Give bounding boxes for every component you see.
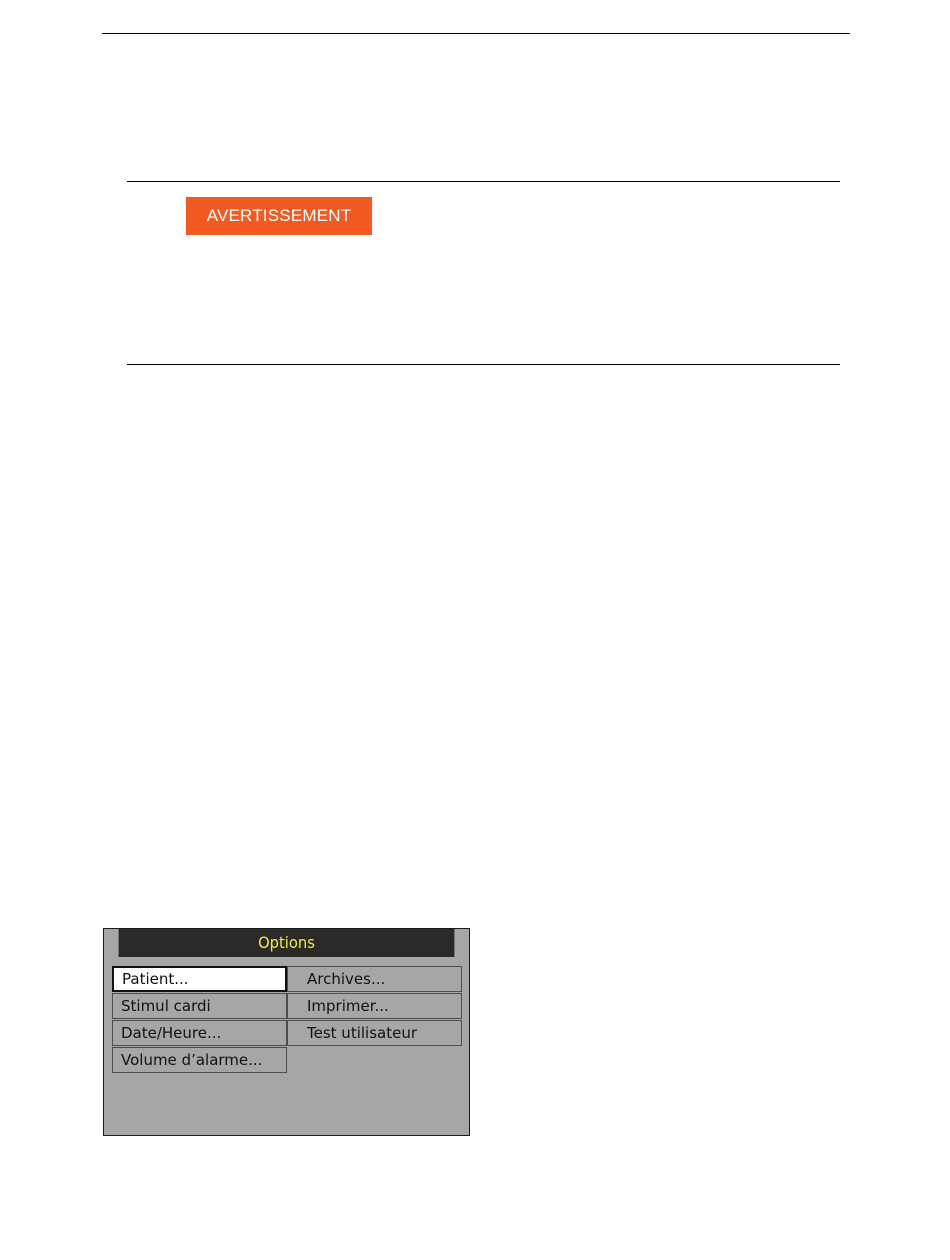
- warning-badge: AVERTISSEMENT: [186, 197, 372, 235]
- warning-bottom-rule: [127, 364, 840, 365]
- menu-item-imprimer[interactable]: Imprimer...: [287, 993, 462, 1019]
- menu-item-stimul-cardi[interactable]: Stimul cardi: [112, 993, 287, 1019]
- menu-item-volume-alarme[interactable]: Volume d’alarme...: [112, 1047, 287, 1073]
- options-menu-title: Options: [119, 929, 455, 957]
- options-menu-panel: [103, 928, 470, 1136]
- menu-item-test-utilisateur[interactable]: Test utilisateur: [287, 1020, 462, 1046]
- warning-top-rule: [127, 181, 840, 182]
- page-header-rule: [102, 33, 850, 34]
- menu-item-patient[interactable]: Patient...: [112, 966, 287, 992]
- menu-item-date-heure[interactable]: Date/Heure...: [112, 1020, 287, 1046]
- menu-item-archives[interactable]: Archives...: [287, 966, 462, 992]
